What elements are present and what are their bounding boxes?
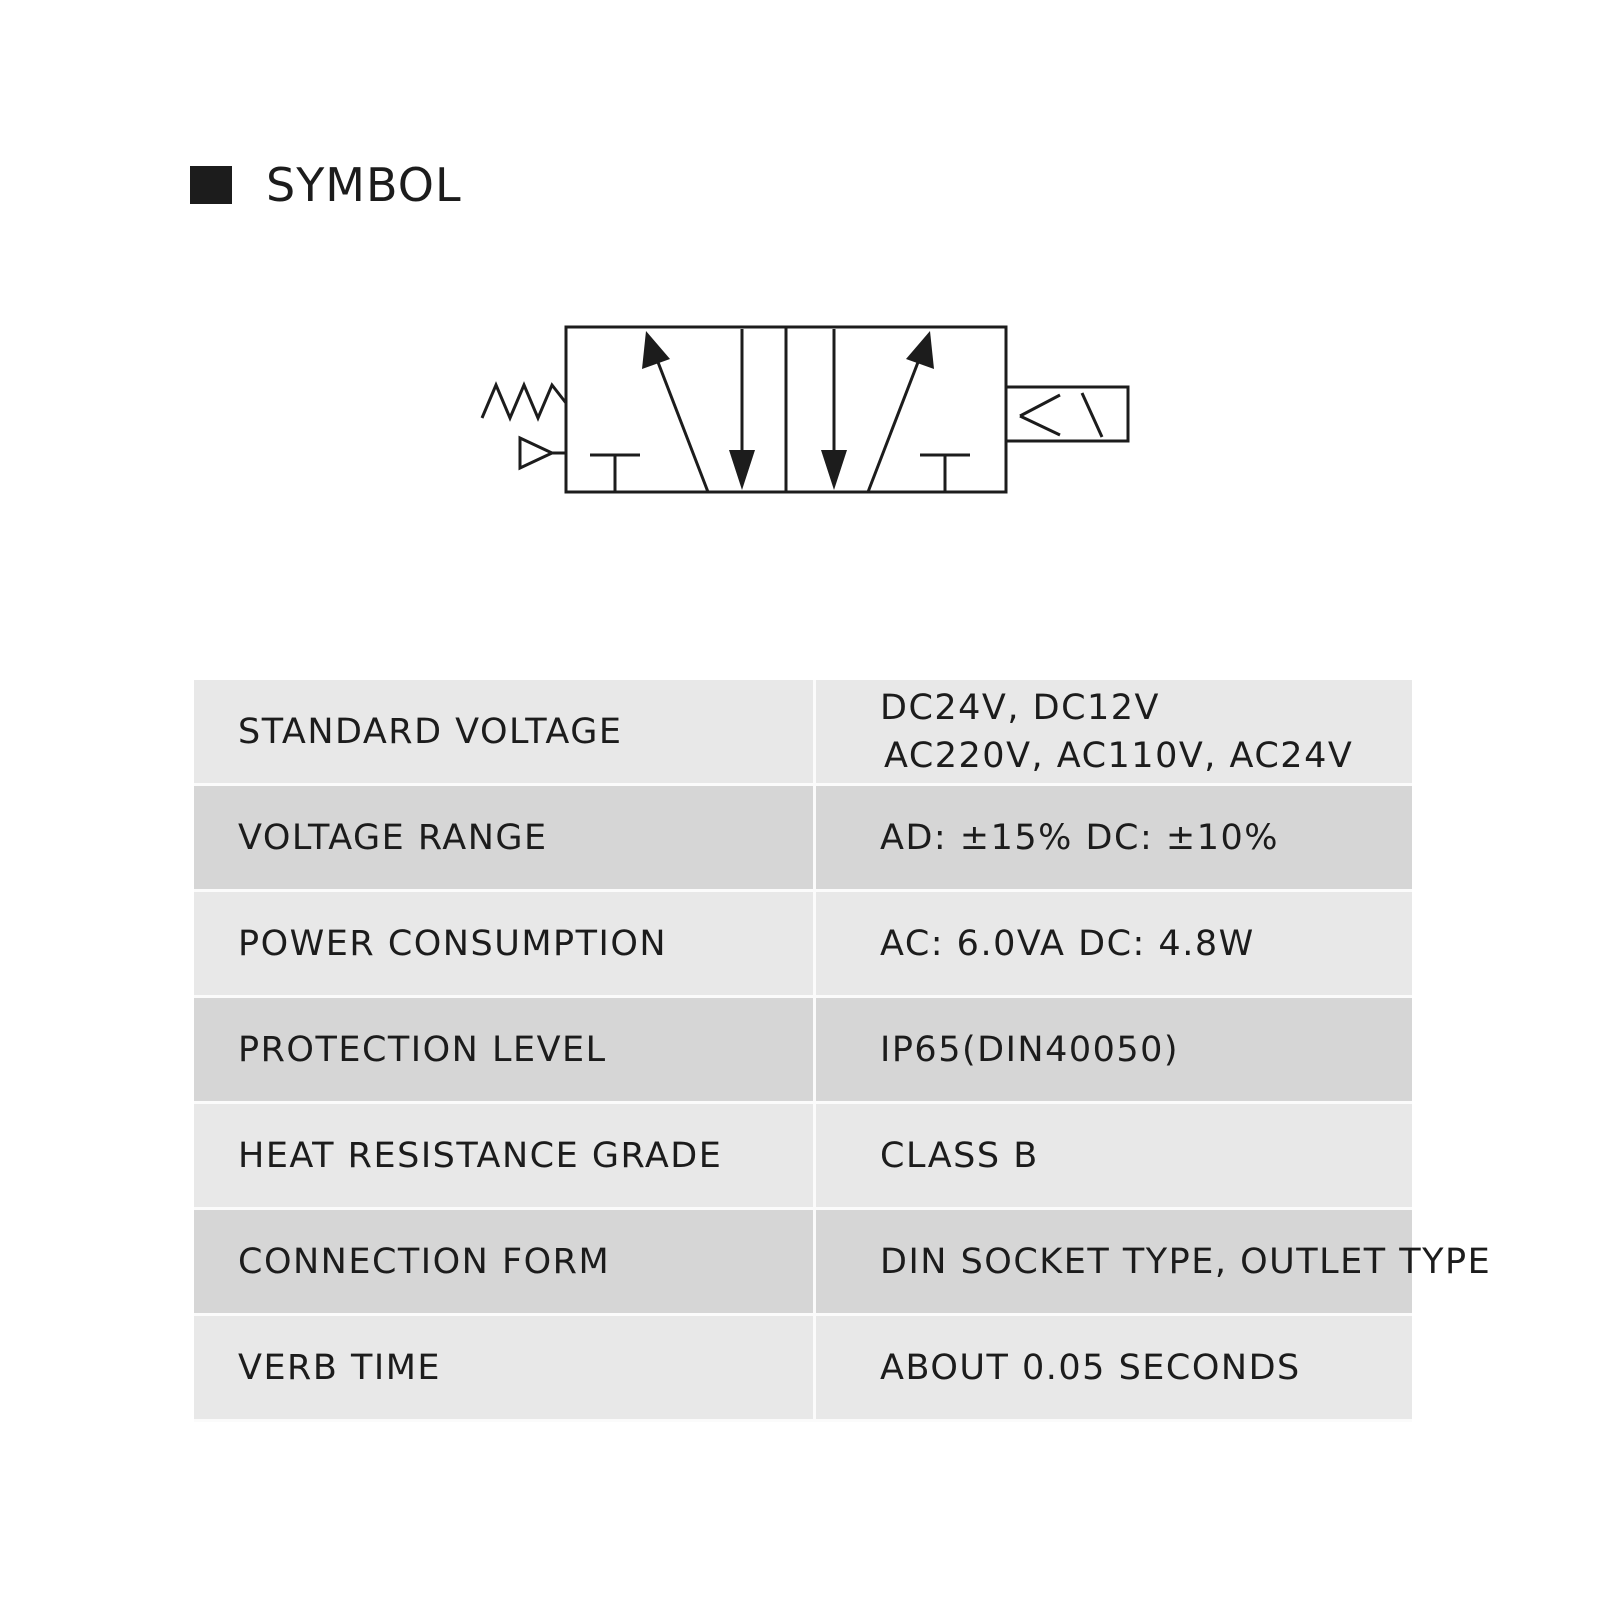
spec-value: DIN SOCKET TYPE, OUTLET TYPE bbox=[815, 1209, 1413, 1315]
section-title: SYMBOL bbox=[266, 158, 462, 212]
spec-value: CLASS B bbox=[815, 1103, 1413, 1209]
spec-value: AC: 6.0VA DC: 4.8W bbox=[815, 891, 1413, 997]
table-row bbox=[194, 1315, 1412, 1421]
valve-symbol-diagram bbox=[480, 325, 1140, 515]
square-bullet-icon bbox=[190, 166, 232, 204]
arrow-head-up-right bbox=[906, 331, 934, 369]
spec-label: CONNECTION FORM bbox=[194, 1209, 815, 1315]
spec-label: HEAT RESISTANCE GRADE bbox=[194, 1103, 815, 1209]
spec-label: VERB TIME bbox=[194, 1315, 815, 1421]
spec-value-line: AC220V, AC110V, AC24V bbox=[884, 735, 1354, 776]
table-row bbox=[194, 785, 1412, 891]
spec-value: ABOUT 0.05 SECONDS bbox=[815, 1315, 1413, 1421]
spring-icon bbox=[482, 385, 566, 418]
arrow-head-up-left bbox=[642, 331, 670, 369]
table-row bbox=[194, 1209, 1412, 1315]
table-row bbox=[194, 891, 1412, 997]
spec-label: PROTECTION LEVEL bbox=[194, 997, 815, 1103]
table-row bbox=[194, 680, 1412, 785]
spec-label: STANDARD VOLTAGE bbox=[194, 680, 815, 785]
spec-value-line: DC24V, DC12V bbox=[880, 687, 1160, 728]
arrow-head-down-left bbox=[729, 450, 755, 490]
spec-label: POWER CONSUMPTION bbox=[194, 891, 815, 997]
section-header bbox=[190, 150, 462, 220]
spec-value bbox=[815, 680, 1413, 785]
spec-label: VOLTAGE RANGE bbox=[194, 785, 815, 891]
spec-table bbox=[194, 680, 1492, 1422]
table-row bbox=[194, 1103, 1412, 1209]
spec-value: IP65(DIN40050) bbox=[815, 997, 1413, 1103]
pilot-triangle-icon bbox=[520, 438, 552, 468]
table-row bbox=[194, 997, 1412, 1103]
spec-value: AD: ±15% DC: ±10% bbox=[815, 785, 1413, 891]
arrow-head-down-right bbox=[821, 450, 847, 490]
